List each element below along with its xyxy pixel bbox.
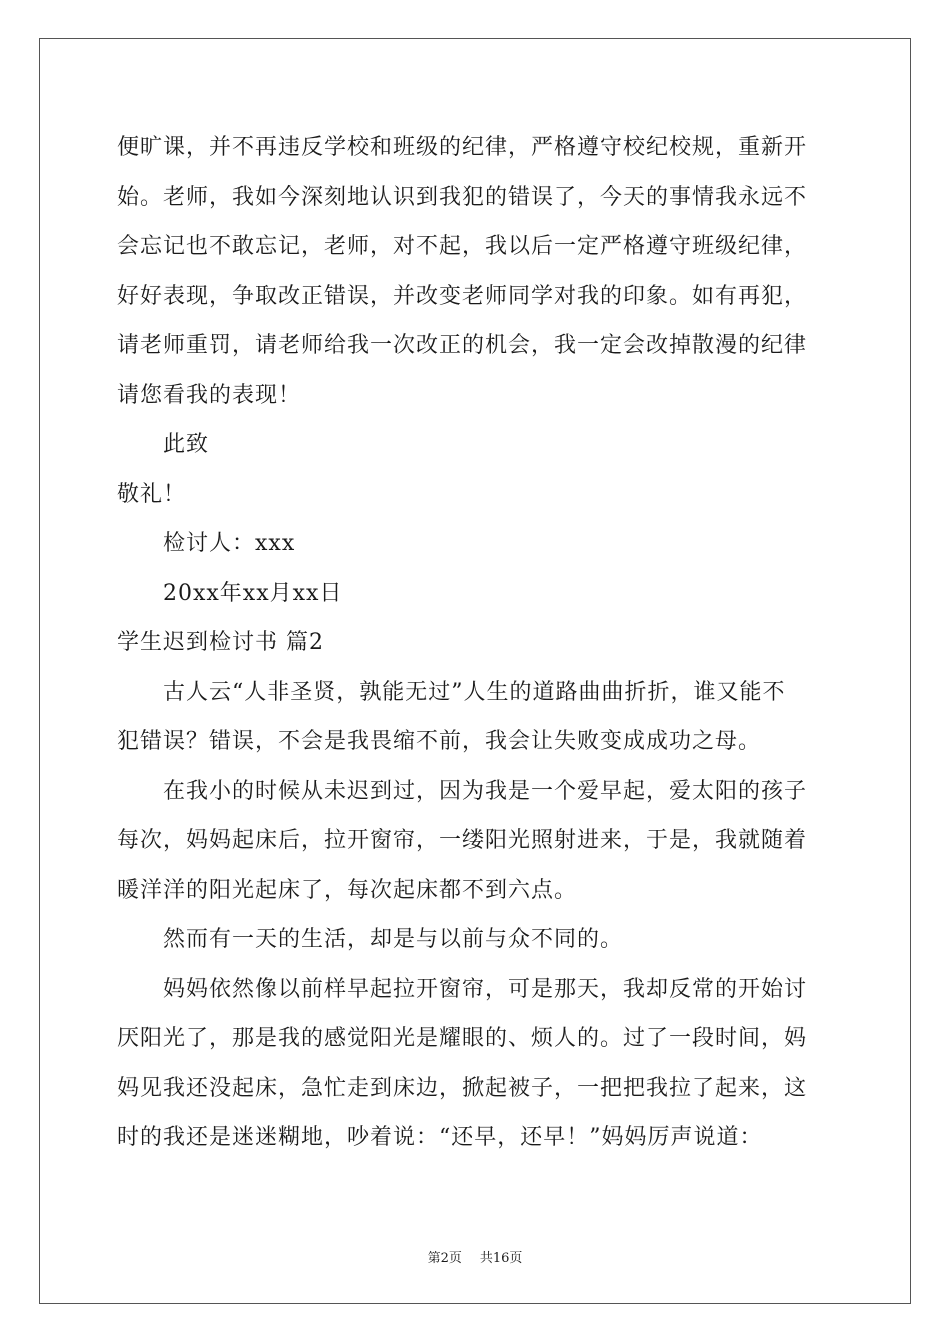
text-line: 犯错误？错误，不会是我畏缩不前，我会让失败变成成功之母。 — [117, 729, 762, 754]
page-number-total: 共16页 — [479, 1251, 523, 1266]
text-line: 会忘记也不敢忘记，老师，对不起，我以后一定严格遵守班级纪律， — [117, 234, 808, 259]
text-line: 敬礼！ — [117, 481, 187, 507]
text-line: 20xx年xx月xx日 — [163, 580, 343, 606]
text-line: 每次，妈妈起床后，拉开窗帘，一缕阳光照射进来，于是，我就随着 — [117, 828, 808, 853]
text-line: 在我小的时候从未迟到过，因为我是一个爱早起，爱太阳的孩子 — [163, 778, 808, 804]
text-line: 请老师重罚，请老师给我一次改正的机会，我一定会改掉散漫的纪律 — [117, 333, 808, 358]
page-footer — [0, 1247, 950, 1266]
text-line: 妈妈依然像以前样早起拉开窗帘，可是那天，我却反常的开始讨 — [163, 976, 808, 1002]
text-line: 始。老师，我如今深刻地认识到我犯的错误了，今天的事情我永远不 — [117, 184, 808, 210]
page-number-current: 第2页 — [427, 1251, 462, 1266]
text-line: 检讨人：xxx — [163, 531, 296, 556]
text-line: 此致 — [163, 432, 210, 457]
text-line: 便旷课，并不再违反学校和班级的纪律，严格遵守校纪校规，重新开 — [117, 135, 808, 160]
text-line: 然而有一天的生活，却是与以前与众不同的。 — [163, 927, 624, 952]
text-line: 厌阳光了，那是我的感觉阳光是耀眼的、烦人的。过了一段时间，妈 — [117, 1026, 808, 1051]
document-body — [117, 123, 837, 1163]
text-line: 时的我还是迷迷糊地，吵着说：“还早，还早！”妈妈厉声说道： — [117, 1125, 763, 1150]
text-line: 妈见我还没起床，急忙走到床边，掀起被子，一把把我拉了起来，这 — [117, 1075, 808, 1101]
text-line: 学生迟到检讨书 篇2 — [117, 630, 324, 655]
text-line: 好好表现，争取改正错误，并改变老师同学对我的印象。如有再犯， — [117, 283, 808, 309]
text-line: 请您看我的表现！ — [117, 382, 302, 408]
text-line: 暖洋洋的阳光起床了，每次起床都不到六点。 — [117, 877, 578, 903]
text-line: 古人云“人非圣贤，孰能无过”人生的道路曲曲折折，谁又能不 — [163, 679, 786, 705]
